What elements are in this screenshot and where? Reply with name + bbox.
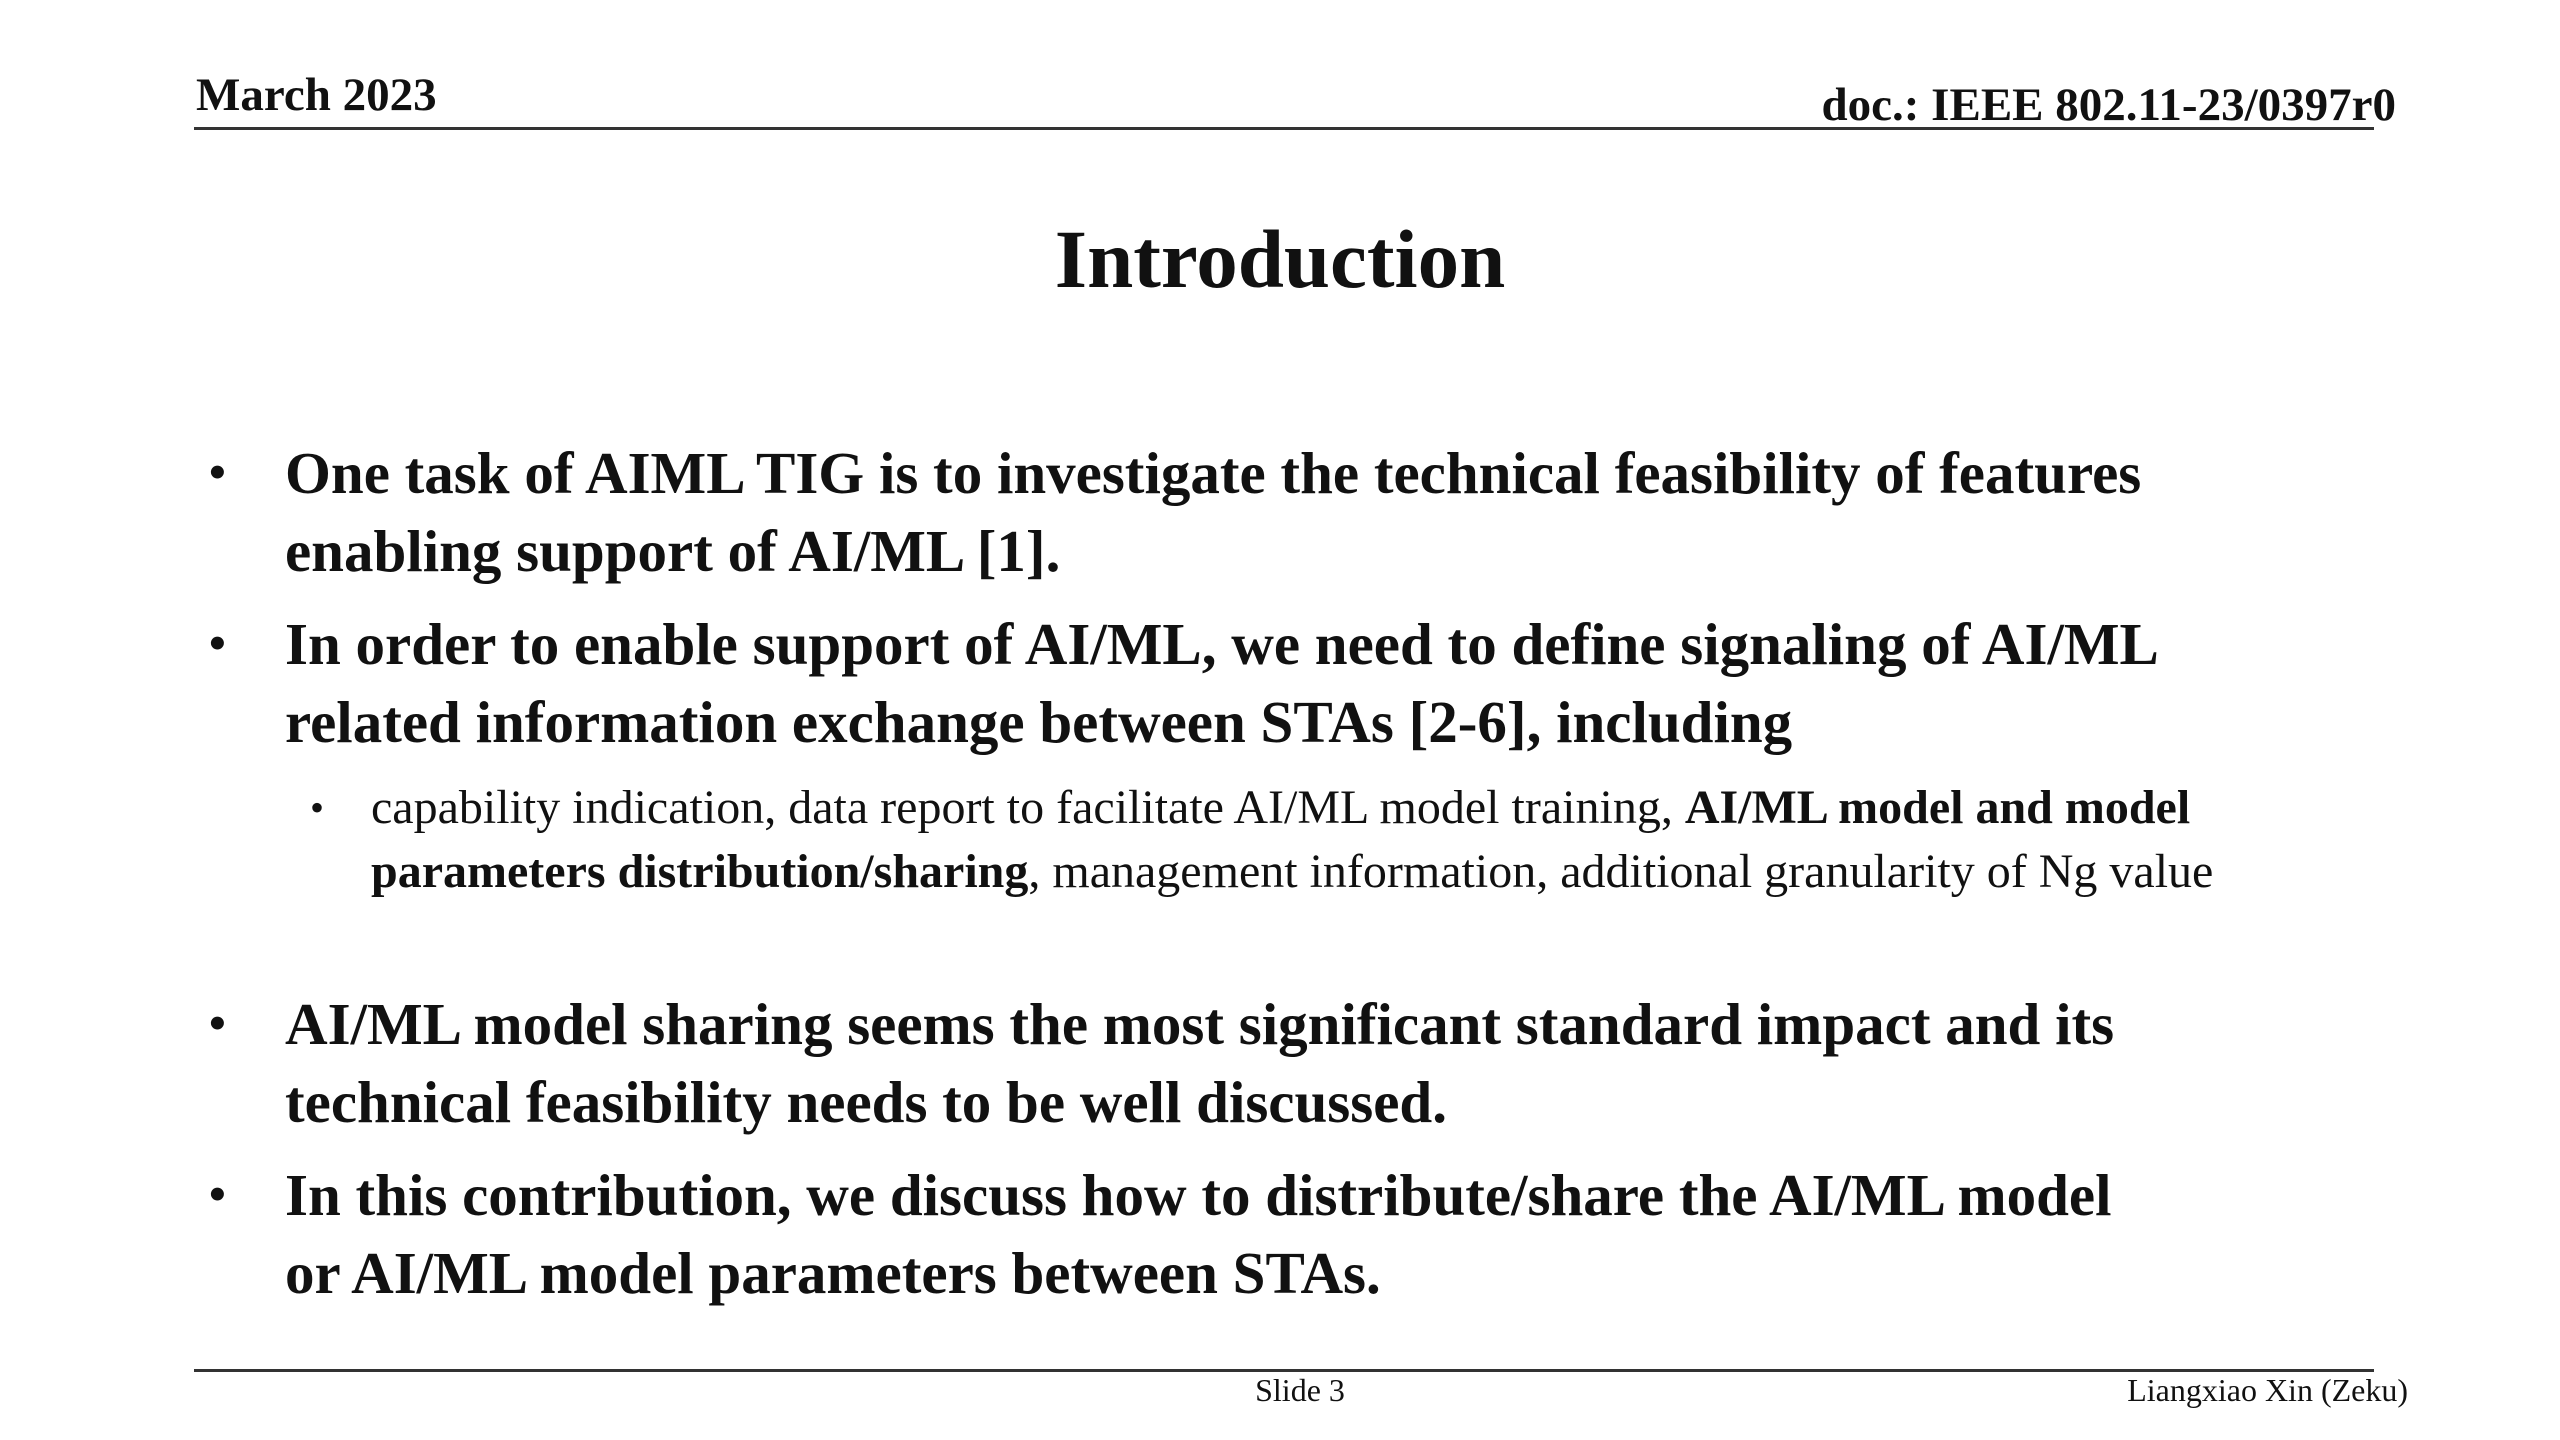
bullet-text-line: AI/ML model sharing seems the most significant standard impact and its <box>285 991 2115 1057</box>
sub-bullet-item <box>310 776 2371 904</box>
slide-title: Introduction <box>1054 213 1506 305</box>
bullet-item <box>209 434 2395 590</box>
bullet-item <box>209 1156 2395 1312</box>
header-doc-id: doc.: IEEE 802.11-23/0397r0 <box>1821 79 2396 131</box>
bullet-item <box>209 605 2395 761</box>
bullet-text-line: enabling support of AI/ML [1]. <box>285 518 1061 584</box>
bullet-text-line: related information exchange between STAs [2-6], including <box>285 689 1793 755</box>
sub-bullet-glyph: • <box>310 785 325 830</box>
bullet-item <box>209 985 2395 1141</box>
bullet-text-line: In this contribution, we discuss how to distribute/share the AI/ML model <box>285 1162 2112 1228</box>
bullet-text-line: technical feasibility needs to be well discussed. <box>285 1069 1447 1135</box>
bullet-glyph: • <box>209 617 226 670</box>
header-divider <box>194 127 2374 130</box>
sub-bullet-text: capability indication, data report to facilitate AI/ML model training, <box>371 781 1685 834</box>
sub-bullet-text-tail: , management information, additional granularity of Ng value <box>1028 845 2214 898</box>
footer-slide-number: Slide 3 <box>1255 1372 1345 1408</box>
sub-bullet-bold-text: AI/ML model and model parameters distribution/sharing <box>371 781 2191 898</box>
footer-author: Liangxiao Xin (Zeku) <box>2127 1372 2408 1408</box>
bullet-text-line: In order to enable support of AI/ML, we need to define signaling of AI/ML <box>285 611 2159 677</box>
bullet-glyph: • <box>209 1168 226 1221</box>
header-date: March 2023 <box>196 69 437 121</box>
bullet-glyph: • <box>209 446 226 499</box>
bullet-glyph: • <box>209 997 226 1050</box>
bullet-text-line: or AI/ML model parameters between STAs. <box>285 1240 1381 1306</box>
bullet-text-line: One task of AIML TIG is to investigate the technical feasibility of features <box>285 440 2142 506</box>
